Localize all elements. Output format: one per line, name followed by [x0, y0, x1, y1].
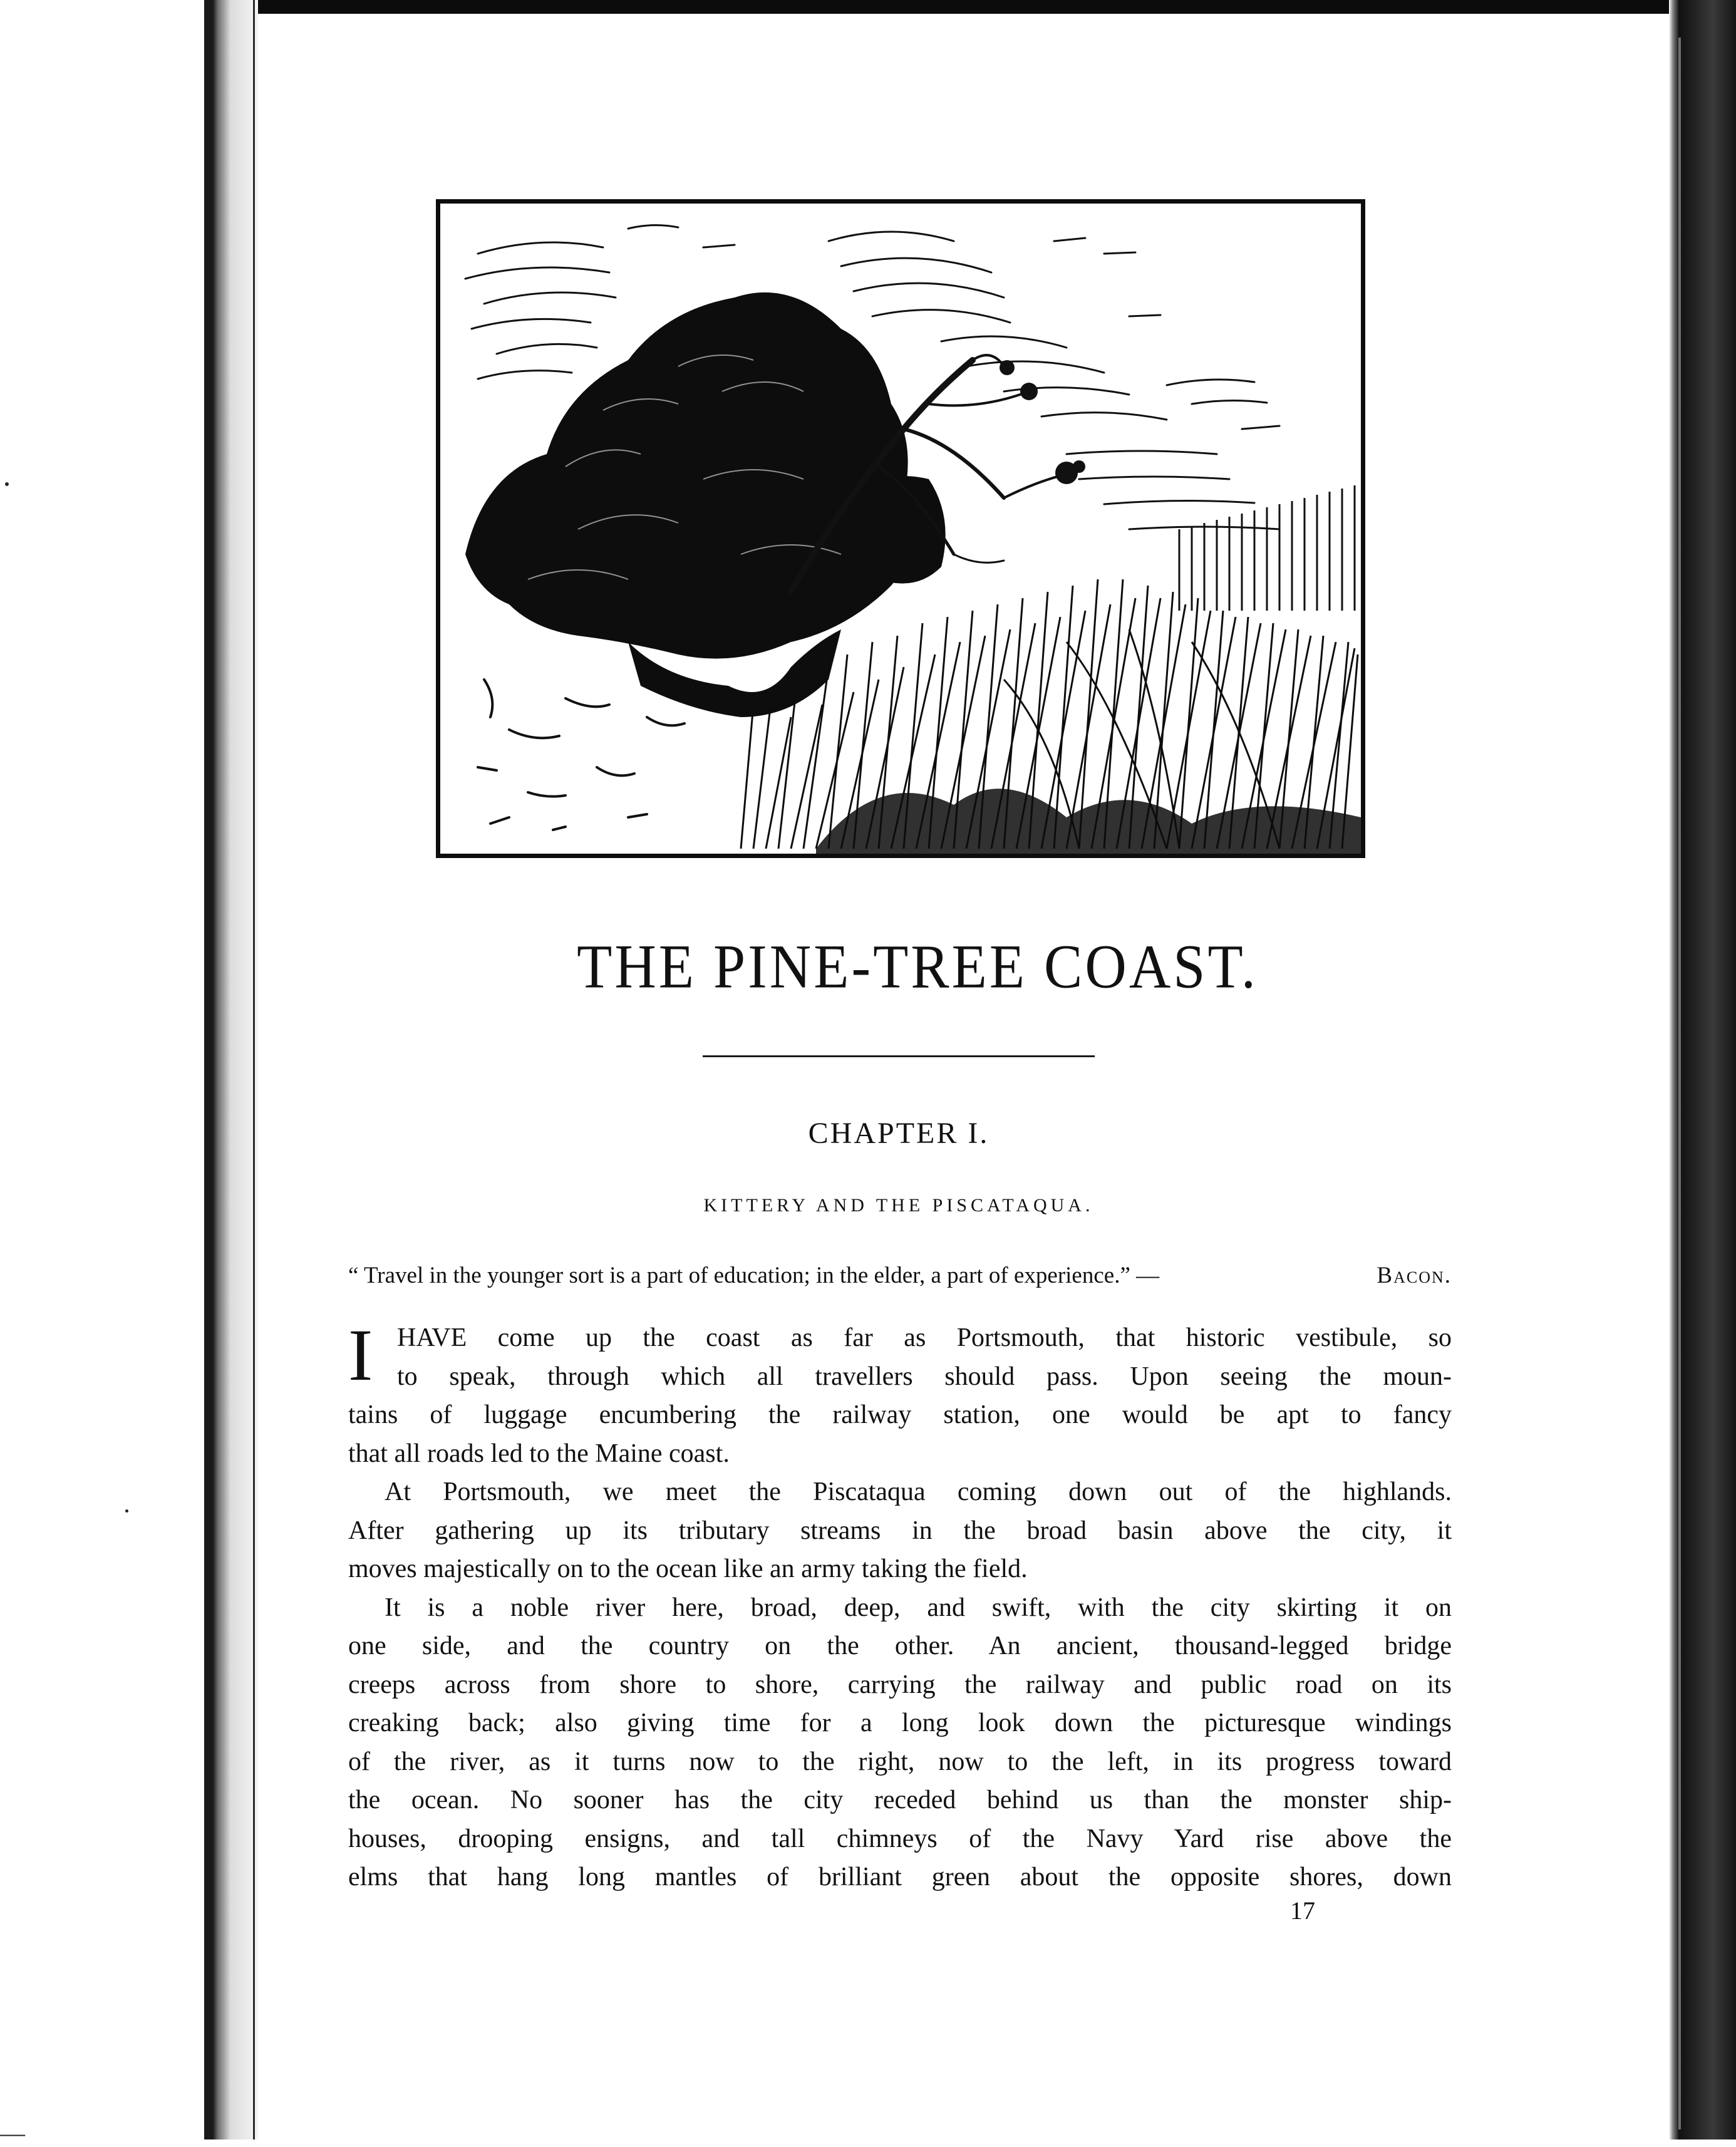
gutter-edge-line — [253, 0, 255, 2139]
book-gutter — [204, 0, 258, 2139]
text-line: moves majestically on to the ocean like an army taking the field. — [348, 1555, 1028, 1583]
chapter-illustration — [436, 199, 1365, 858]
paragraph-1 — [348, 1314, 1452, 1396]
text-line: elms that hang long mantles of brilliant green about the opposite shores, down — [348, 1863, 1452, 1891]
bottom-fragment: — — [0, 2119, 25, 2147]
scan-speck — [5, 482, 9, 486]
text-line: to speak, through which all travellers should pass. Upon seeing the moun- — [397, 1362, 1452, 1391]
epigraph-quote: “ Travel in the younger sort is a part of education; in the elder, a part of experience.” — — [348, 1263, 1160, 1288]
scan-speck — [125, 1509, 128, 1513]
text-line: tains of luggage encumbering the railway station, one would be apt to fancy — [348, 1400, 1452, 1429]
page-edge-highlight — [1678, 38, 1681, 2129]
drop-cap: I — [348, 1314, 373, 1396]
body-text — [348, 1314, 1452, 1897]
text-line: creeps across from shore to shore, carrying the railway and public road on its — [348, 1670, 1452, 1699]
chapter-subtitle: KITTERY AND THE PISCATAQUA. — [703, 1195, 1094, 1216]
text-line: the ocean. No sooner has the city receded behind us than the monster ship- — [348, 1786, 1452, 1814]
text-line: It is a noble river here, broad, deep, and swift, with the city skirting it on — [385, 1593, 1452, 1622]
scan-top-edge — [207, 0, 1736, 14]
text-line: HAVE come up the coast as far as Portsmouth, that historic vestibule, so — [397, 1323, 1452, 1352]
text-line: houses, drooping ensigns, and tall chimneys of the Navy Yard rise above the — [348, 1824, 1452, 1853]
text-line: that all roads led to the Maine coast. — [348, 1439, 730, 1468]
epigraph — [348, 1260, 1452, 1291]
text-line: At Portsmouth, we meet the Piscataqua coming down out of the highlands. — [385, 1477, 1452, 1506]
chapter-heading: CHAPTER I. — [808, 1117, 989, 1150]
text-line: of the river, as it turns now to the right, now to the left, in its progress toward — [348, 1747, 1452, 1776]
title-divider — [703, 1055, 1095, 1057]
epigraph-attribution: Bacon. — [1377, 1263, 1452, 1288]
text-line: creaking back; also giving time for a long look down the picturesque windings — [348, 1709, 1452, 1737]
pine-tree-icon — [440, 204, 1361, 854]
page-number: 17 — [1290, 1896, 1315, 1925]
text-line: one side, and the country on the other. An ancient, thousand-legged bridge — [348, 1632, 1452, 1660]
book-title: THE PINE-TREE COAST. — [577, 931, 1258, 1001]
text-line: After gathering up its tributary streams in the broad basin above the city, it — [348, 1516, 1452, 1545]
